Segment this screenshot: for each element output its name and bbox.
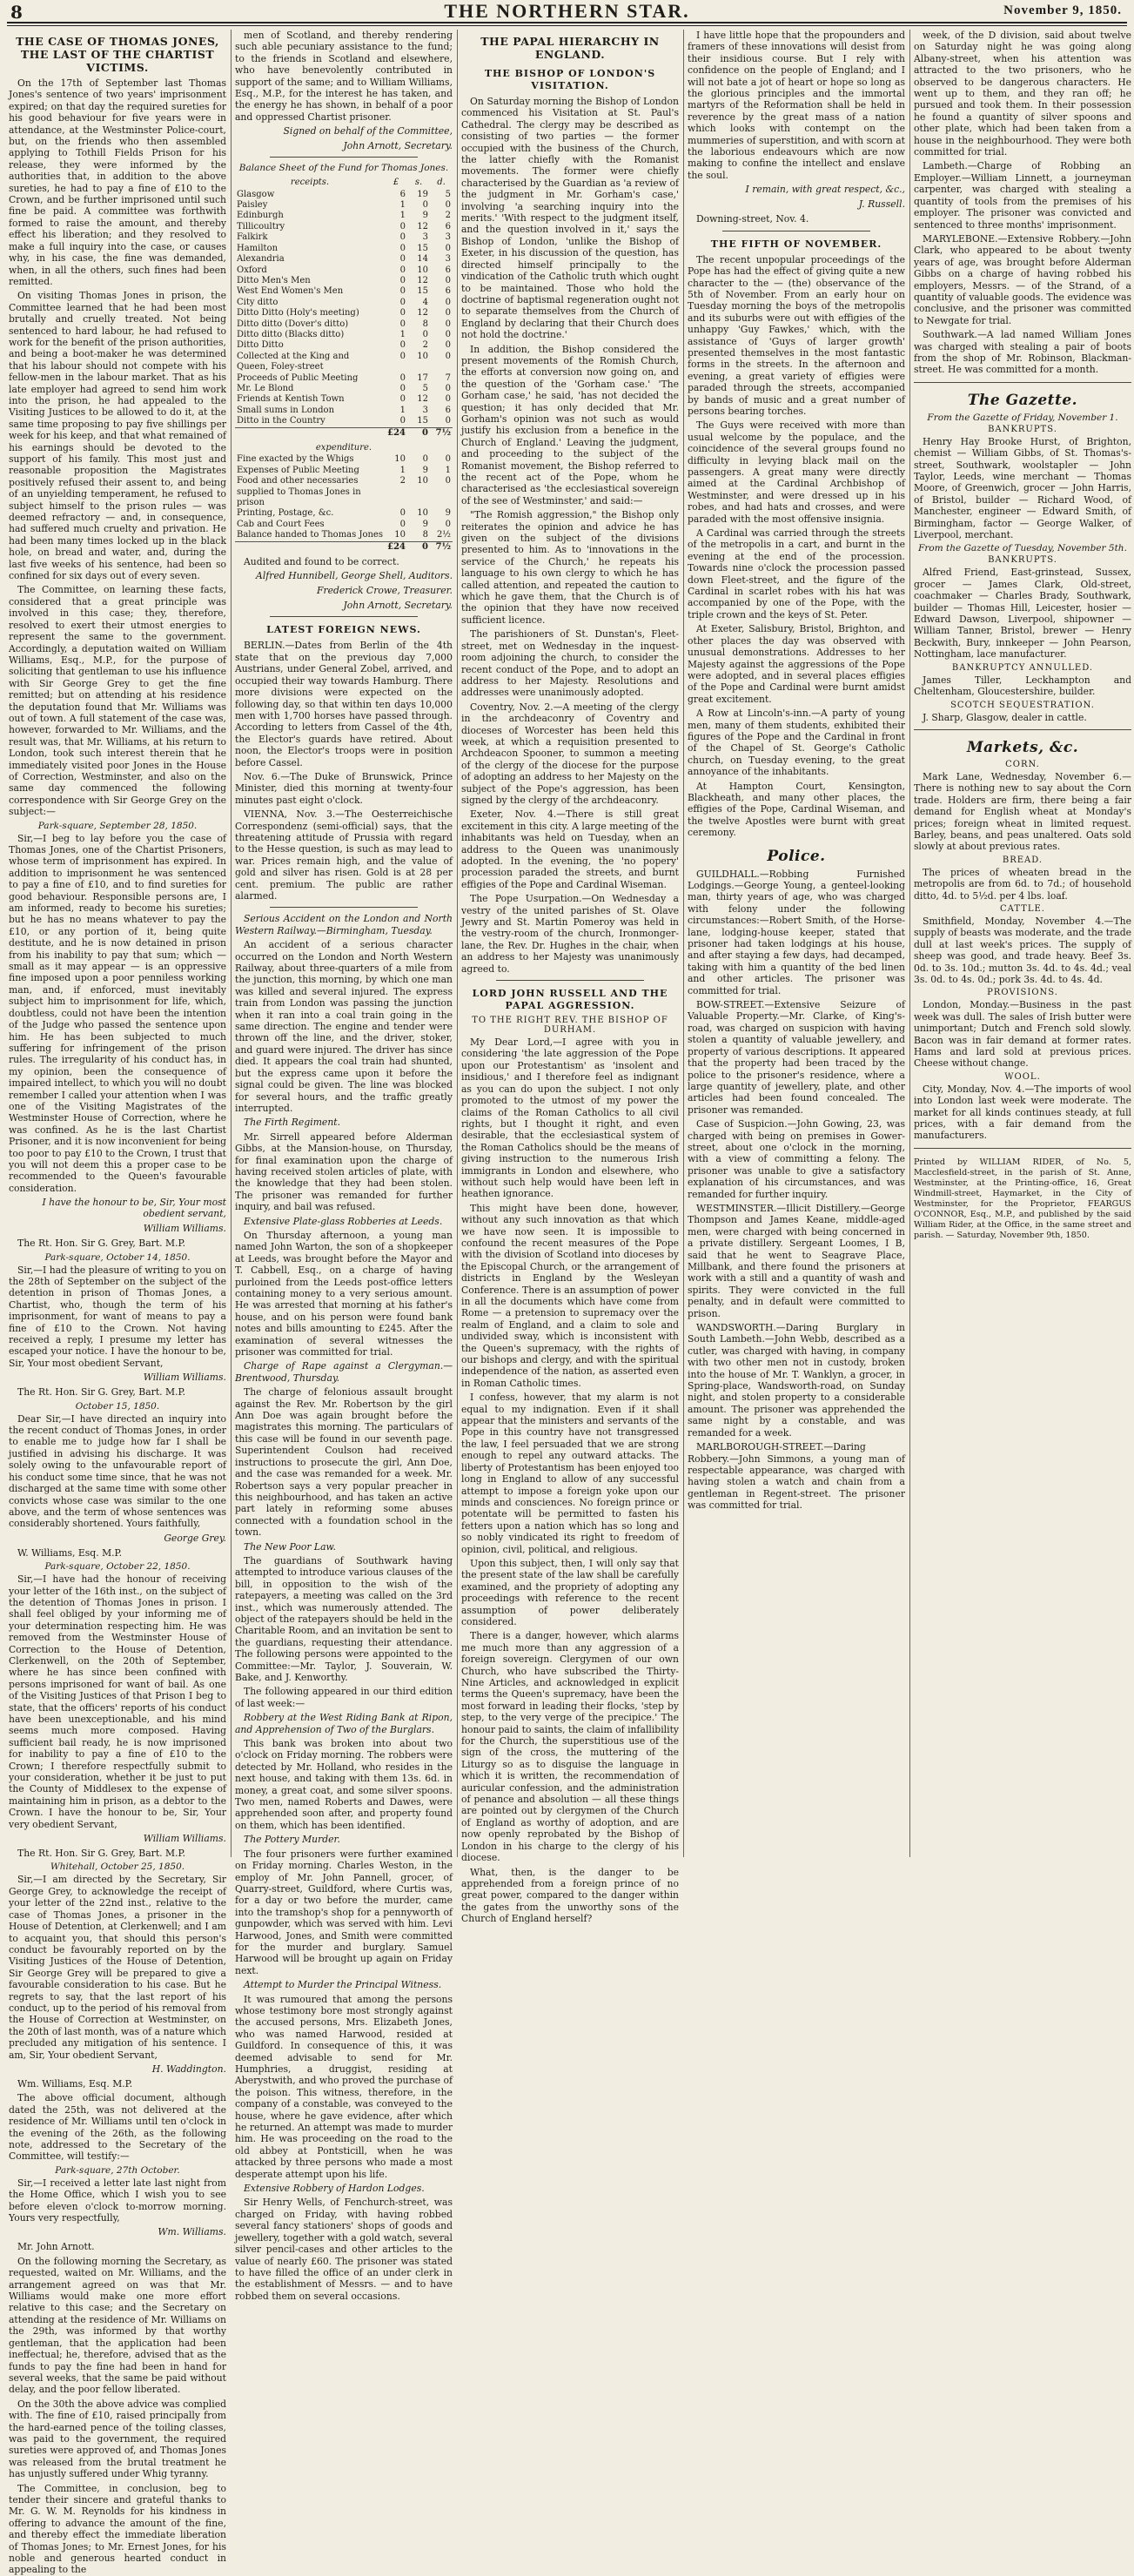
market-heading: PROVISIONS. bbox=[987, 988, 1058, 998]
ledger-pounds: 1 bbox=[399, 329, 406, 339]
ledger-row bbox=[235, 340, 453, 351]
ledger-pence: 0 bbox=[445, 275, 451, 285]
letter-body: Sir,—I beg to lay before you the case of Thomas Jones, one of the Chartist Prisoners, whose term of imprisonment has expired. In addition to imprisonment he was sentenced to pay a fine of £10, and to find sureties for good behaviour. Responsible persons are, I am informed, ready to become his sureties; but he has no means whatever to pay the £10, or any portion of it, being quite destitute, and he is now detained in prison from his inability to pay that sum; which — small as it may appear — is an oppressive fine imposed upon a poor penniless working man, and, if enforced, must inevitably subject him to imprisonment for life, which, doubtless, could not have been the intention of the Judge who passed the sentence upon him. He has been subjected to much suffering for infringement of the prison rules. The irregularity of his conduct has, in my opinion, been the consequence of impaired intellect, to which you will no doubt remember I called your attention when I was one of the Visiting Magistrates of the Westminster House of Correction, where he was confined. As he is the last Chartist Prisoner, and it is now inconvenient for being too poor to pay £10 to the Crown, I trust that you will not deem this a proper case to be recommended to the Queen's favourable consideration. bbox=[9, 832, 226, 1194]
ledger-item: Alexandria bbox=[237, 254, 285, 265]
ledger-pounds: 1 bbox=[399, 405, 406, 415]
secretary: John Arnott, Secretary. bbox=[343, 600, 453, 612]
total-pence: 7½ bbox=[430, 427, 453, 439]
ledger-item: Expenses of Public Meeting bbox=[237, 465, 359, 475]
paragraph: men of Scotland, and thereby rendering such able pecuniary assistance to the fund; to the friends in Scotland and elsewhere, who have benevolently contributed in support of the same; and to William Williams, Esq., M.P., for the interest he has taken, and the energy he has shown, in behalf of a poor and oppressed Chartist prisoner. bbox=[235, 30, 453, 123]
ledger-pounds: 0 bbox=[399, 416, 406, 426]
ledger-shillings: 0 bbox=[422, 200, 428, 211]
expenditure-total-row bbox=[235, 541, 453, 553]
ledger-item: Paisley bbox=[237, 200, 268, 211]
paragraph: The above official document, although dated the 25th, was not delivered at the residence of Mr. Williams until ten o'clock in the evening of the 26th, as the following note, addressed to the Secretary of the Committee, will testify:— bbox=[9, 2092, 226, 2163]
item-heading: The Pottery Murder. bbox=[244, 1834, 340, 1846]
ledger-pounds: 0 bbox=[399, 297, 406, 307]
ledger-item: Ditto Ditto bbox=[237, 340, 284, 351]
paragraph: On Saturday morning the Bishop of London commenced his Visitation at St. Paul's Cathedral. The clergy may be described as consisting of two parties — the former occupied with the business of the Church, the latter chiefly with the Romanist movements. The former were chiefly characterised by the Guardian as 'a review of the judgment in Mr. Gorham's case,' involving 'a searching inquiry into the merits.' 'With respect to the judgment itself, and the question involved in it,' says the Bishop of London, 'unlike the Bishop of Exeter, in his discussion of the question, has directed himself principally to the vindication of the Catholic truth which ought to be maintained. Those who hold the doctrine of baptismal regeneration ought not to separate themselves from the Church of England by declaring that their Church does not hold the doctrine.' bbox=[461, 96, 679, 341]
letter-body: Sir,—I am directed by the Secretary, Sir George Grey, to acknowledge the receipt of your letter of the 22nd inst., relative to the case of Thomas Jones, a prisoner in the House of Detention, at Clerkenwell; and I am to acquaint you, that should this person's conduct be favourably reported on by the Visiting Justices of the House of Detention, Sir George Grey will be prepared to give a favourable consideration to his case. But he regrets to say, that the last report of his conduct, up to the period of his removal from the House of Correction at Westminster, on the 20th of last month, was of a nature which precluded any mitigation of his sentence. I am, Sir, Your obedient Servant, bbox=[9, 1874, 226, 2061]
ledger-shillings: 5 bbox=[422, 383, 428, 393]
letter-dateline: Park-square, October 14, 1850. bbox=[44, 1251, 191, 1263]
letter-signature: Wm. Williams. bbox=[158, 2226, 226, 2238]
ledger-item: Food and other necessaries supplied to Thomas Jones in prison bbox=[237, 476, 361, 508]
paragraph: This might have been done, however, without any such innovation as that which we have now seen. It is impossible to confound the recent measures of the Pope with the division of Scotland into dioceses by the Episcopal Church, or the arrangement of districts in England by the Wesleyan Conference. There is an assumption of power in all the documents which have come from Rome — a pretension to supremacy over the realm of England, and a claim to sole and undivided sway, which is inconsistent with the Queen's supremacy, with the rights of our bishops and clergy, and with the spiritual independence of the nation, as asserted even in Roman Catholic times. bbox=[461, 1202, 679, 1389]
item-heading: Charge of Rape against a Clergyman.—Brentwood, Thursday. bbox=[235, 1360, 453, 1384]
ledger-row bbox=[235, 454, 453, 465]
paragraph: My Dear Lord,—I agree with you in considering 'the late aggression of the Pope upon our Protestantism' as 'insolent and insidious,' and I therefore feel as indignant as you can do upon the subject. I not only promoted to the utmost of my power the claims of the Roman Catholics to all civil rights, but I thought it right, and even desirable, that the ecclesiastical system of the Roman Catholics should be the means of giving instruction to the numerous Irish immigrants in London and elsewhere, who without such help would have been left in heathen ignorance. bbox=[461, 1036, 679, 1200]
ledger-item: Falkirk bbox=[237, 232, 268, 243]
paragraph: J. Sharp, Glasgow, dealer in cattle. bbox=[923, 711, 1087, 723]
ledger-pounds: 1 bbox=[399, 465, 406, 475]
bankrupts-heading: BANKRUPTS. bbox=[988, 555, 1057, 566]
ledger-pence: 0 bbox=[445, 351, 451, 361]
paragraph: Upon this subject, then, I will only say that the present state of the law shall be carefully examined, and the propriety of adopting any proceedings with reference to the recent assumption of power deliberately considered. bbox=[461, 1557, 679, 1627]
paragraph: WANDSWORTH.—Daring Burglary in South Lambeth.—John Webb, described as a cutler, was charged with having, in company with two other men not in custody, broken into the house of Mr. T. Wanklyn, a grocer, in Spring-place, Wandsworth-road, on Sunday night, and stolen property to a considerable amount. The prisoner was apprehended the same night by a constable, and was remanded for a week. bbox=[688, 1322, 905, 1439]
total-pounds: £24 bbox=[385, 541, 407, 553]
ledger-item: Ditto ditto (Blacks ditto) bbox=[237, 329, 345, 339]
ledger-row bbox=[235, 200, 453, 211]
ledger-pounds: 0 bbox=[399, 372, 406, 383]
ledger-item: Tillicoultry bbox=[237, 221, 285, 231]
ledger-row bbox=[235, 373, 453, 384]
letter-dateline: October 15, 1850. bbox=[75, 1400, 160, 1412]
ledger-row bbox=[235, 232, 453, 243]
ledger-pence: 0 bbox=[445, 297, 451, 307]
paragraph: week, of the D division, said about twelve on Saturday night he was going along Albany-street, when his attention was attracted to the two prisoners, who he observed to be dangerous characters. He went up to them, and they ran off; he pursued and took them. In their possession he found a quantity of silver spoons and other plate, which had been taken from a house in the neighbourhood. They were both committed for trial. bbox=[914, 30, 1131, 158]
article-heading: THE PAPAL HIERARCHY IN ENGLAND. bbox=[480, 35, 660, 61]
ledger-pence: 0 bbox=[445, 476, 451, 486]
paragraph: On visiting Thomas Jones in prison, the Committee learned that he had been most brutally and cruelly treated. Not being sentenced to hard labour, he had refused to work for the benefit of the prison authorities, and being a boot-maker he was determined that his labour should not compete with his fellow-men in the labour market. That as his late employer had agreed to send him work into the prison, he had appealed to the Visiting Justices to be allowed to do it, at the same time proposing to pay five shillings per week for his keep, and that what remained of his earnings should be devoted to the support of his family. This most just and reasonable proposition the Magistrates positively refused their assent to, and being of an unyielding temperament, he refused to subject himself to the prison rules — was deemed refractory — and, in consequence, had suffered much cruelty and privation. He had been many times locked up in the black hole, on bread and water, and, during the last five weeks of his sentence, had been so confined for six days out of every seven. bbox=[9, 290, 226, 582]
market-heading: WOOL. bbox=[1004, 1071, 1041, 1082]
ledger-row bbox=[235, 394, 453, 405]
total-pence: 7½ bbox=[430, 541, 453, 553]
ledger-shillings: 3 bbox=[422, 405, 428, 415]
letter-addressee: Wm. Williams, Esq. M.P. bbox=[17, 2077, 133, 2090]
letter-signature: William Williams. bbox=[143, 1372, 226, 1384]
ledger-pence: 0 bbox=[445, 454, 451, 465]
ledger-pence: 9 bbox=[445, 508, 451, 519]
paragraph: This bank was broken into about two o'clock on Friday morning. The robbers were detected by Mr. Holland, who resides in the next house, and taking with them 13s. 6d. in money, a great coat, and some silver spoons. Two men, named Roberts and Dawes, were apprehended soon after, and property found on them, which has been identified. bbox=[235, 1738, 453, 1831]
ledger-pence: 6 bbox=[445, 265, 451, 275]
letter-dateline: Whitehall, October 25, 1850. bbox=[50, 1862, 185, 1873]
separator bbox=[914, 382, 1131, 383]
printer-imprint: Printed by WILLIAM RIDER, of No. 5, Macclesfield-street, in the parish of St. Anne, Westminster, at the Printing-office, 16, Great Windmill-street, Haymarket, in the City of Westminster, for the Proprietor, FEARGUS O'CONNOR, Esq., M.P., and published by the said William Rider, at the Office, in the same street and parish. — Saturday, November 9th, 1850. bbox=[914, 1157, 1131, 1240]
column-divider bbox=[683, 30, 684, 1857]
ledger-row bbox=[235, 211, 453, 221]
column-4 bbox=[688, 30, 905, 1857]
paragraph: Southwark.—A lad named William Jones was charged with stealing a pair of boots from the shop of Mr. Robinson, Blackman-street. He was committed for a month. bbox=[914, 329, 1131, 376]
letter-body: Sir,—I received a letter late last night from the Home Office, which I wish you to see before eleven o'clock to-morrow morning. Yours very respectfully, bbox=[9, 2177, 226, 2224]
newspaper-title: THE NORTHERN STAR. bbox=[444, 0, 690, 22]
paragraph: "The Romish aggression," the Bishop only reiterates the opinion and advice he has given on the subject of the divisions presented to him. As to 'innovations in the service of the Church,' he repeats his language to his own clergy to which he has called attention, and repeated the caution to which he gave them, that the Church is of the opinion that they have now received sufficient licence. bbox=[461, 509, 679, 626]
ledger-shillings: 0 bbox=[422, 329, 428, 339]
ledger-row bbox=[235, 190, 453, 200]
ledger-item: Friends at Kentish Town bbox=[237, 394, 345, 405]
ledger-shillings: 15 bbox=[417, 286, 428, 297]
ledger-pounds: 0 bbox=[399, 394, 406, 405]
separator bbox=[914, 1148, 1131, 1149]
ledger-row bbox=[235, 352, 453, 373]
ledger-row bbox=[235, 406, 453, 416]
letter-dateline: Park-square, 27th October. bbox=[55, 2164, 180, 2176]
ledger-pence: 6 bbox=[445, 405, 451, 415]
ledger-row bbox=[235, 530, 453, 541]
ledger-shillings: 12 bbox=[417, 275, 428, 285]
ledger-shillings: 12 bbox=[417, 308, 428, 319]
paragraph: MARYLEBONE.—Extensive Robbery.—John Clark, who appeared to be about twenty years of age, was brought before Alderman Gibbs on a charge of having robbed his employers, Messrs. — of the Strand, of a quantity of valuable goods. The evidence was conclusive, and the prisoner was committed to Newgate for trial. bbox=[914, 232, 1131, 326]
ledger-pounds: 0 bbox=[399, 243, 406, 253]
section-heading: THE FIFTH OF NOVEMBER. bbox=[710, 238, 882, 250]
paragraph: The guardians of Southwark having attempted to introduce various clauses of the bill, in opposition to the wish of the ratepayers, a meeting was called on the 3rd inst., which was numerously attended. The object of the ratepayers should be held in the Charitable Room, and an invitation be sent to the guardians, requesting their attendance. The following persons were appointed to the Committee:—Mr. Taylor, J. Souverain, W. Bake, and J. Kenworthy. bbox=[235, 1554, 453, 1683]
separator bbox=[914, 729, 1131, 730]
separator bbox=[496, 980, 644, 981]
expenditure-table bbox=[235, 442, 453, 553]
letter-close: I have the honour to be, Sir, Your most obedient servant, bbox=[42, 1197, 226, 1220]
ledger-shillings: 17 bbox=[417, 372, 428, 383]
separator bbox=[270, 157, 418, 158]
ledger-pounds: 0 bbox=[399, 319, 406, 329]
ledger-row bbox=[235, 476, 453, 508]
column-2 bbox=[235, 30, 453, 2302]
ledger-row bbox=[235, 286, 453, 297]
ledger-pence: 0 bbox=[445, 243, 451, 253]
ledger-pounds: 0 bbox=[399, 275, 406, 285]
ledger-pence: 0 bbox=[445, 394, 451, 405]
item-heading: Robbery at the West Riding Bank at Ripon, and Apprehension of Two of the Burglars. bbox=[235, 1712, 453, 1735]
ledger-pence: 6 bbox=[445, 221, 451, 231]
ledger-item: Edinburgh bbox=[237, 211, 284, 221]
police-heading: Police. bbox=[767, 847, 826, 865]
ledger-row bbox=[235, 265, 453, 276]
ledger-pence: 5 bbox=[445, 189, 451, 199]
paragraph: Case of Suspicion.—John Gowing, 23, was charged with being on premises in Gower-street, about one o'clock in the morning, with a view of committing a felony. The prisoner was unable to give a satisfactory explanation of his circumstances, and was remanded for further inquiry. bbox=[688, 1118, 905, 1200]
balance-sheet-title: Balance Sheet of the Fund for Thomas Jones. bbox=[238, 163, 449, 174]
item-heading: The New Poor Law. bbox=[244, 1540, 336, 1553]
letter-dateline: Downing-street, Nov. 4. bbox=[696, 213, 809, 225]
ledger-row bbox=[235, 330, 453, 340]
paragraph: I confess, however, that my alarm is not equal to my indignation. Even if it shall appear that the ministers and servants of the Pope in this country have not transgressed the law, I feel persuaded that we are strong enough to repel any outward attacks. The liberty of Protestantism has been enjoyed too long in England to allow of any successful attempt to impose a foreign yoke upon our minds and consciences. No foreign prince or potentate will be permitted to fasten his fetters upon a nation which has so long and so nobly vindicated its right to freedom of opinion, civil, political, and religious. bbox=[461, 1392, 679, 1555]
ledger-shillings: 8 bbox=[422, 530, 428, 540]
item-heading: The Firth Regiment. bbox=[244, 1117, 341, 1129]
ledger-shillings: 10 bbox=[417, 508, 428, 519]
paragraph: GUILDHALL.—Robbing Furnished Lodgings.—George Young, a genteel-looking man, thirty years of age, who was charged with felony under the following circumstances:—Robert Smith, of the Horse-lane, lodging-house keeper, stated that prisoner had taken lodgings at his house, and after staying a few days, had decamped, taking with him a quantity of the bed linen and other articles. The prisoner was committed for trial. bbox=[688, 868, 905, 996]
paragraph: Exeter, Nov. 4.—There is still great excitement in this city. A large meeting of the inhabitants was held on Tuesday, when an address to the Queen was unanimously adopted. In the evening, the 'no popery' procession paraded the streets, and burnt effigies of the Pope and Cardinal Wiseman. bbox=[461, 808, 679, 890]
paragraph: James Tiller, Leckhampton and Cheltenham, Gloucestershire, builder. bbox=[914, 674, 1131, 698]
letter-body: Sir,—I have had the honour of receiving your letter of the 16th inst., on the subject of the detention of Thomas Jones in prison. I shall feel obliged by your informing me of your determination respecting him. He was removed from the Westminster House of Correction to the House of Detention, Clerkenwell, on the 20th of September, where he has since been confined with persons imprisoned for want of bail. As one of the Visiting Justices of that Prison I beg to state, that the officers' reports of his conduct have been unexceptionable, and his mind seems much more composed. Having sufficient bail ready, he is now imprisoned for inability to pay a fine of £10 to the Crown; I therefore respectfully submit to your consideration, whether it be just to put the County of Middlesex to the expense of maintaining him in prison, as a debtor to the Crown. I have the honour to be, Sir, Your very obedient Servant, bbox=[9, 1573, 226, 1830]
ledger-pence: 7 bbox=[445, 372, 451, 383]
scotch-sequestration-heading: SCOTCH SEQUESTRATION. bbox=[950, 700, 1095, 710]
ledger-item: Small sums in London bbox=[237, 405, 335, 415]
paragraph: BOW-STREET.—Extensive Seizure of Valuable Property.—Mr. Clarke, of King's-road, was charged on suspicion with having stolen a quantity of valuable jewellery, and property of various descriptions. It appeared that the property had been traced by the police to the prisoner's residence, where a large quantity of jewellery, plate, and other articles had been found concealed. The prisoner was remanded. bbox=[688, 999, 905, 1116]
ledger-shillings: 9 bbox=[422, 519, 428, 529]
paragraph: The recent unpopular proceedings of the Pope has had the effect of giving quite a new character to the — (the) observance of the 5th of November. From an early hour on Tuesday morning the boys of the metropolis and its suburbs were out with effigies of the unhappy 'Guy Fawkes,' which, with the assistance of 'Guys of larger growth' presented themselves in the most fantastic forms in the streets. In the afternoon and evening, a great variety of effigies were paraded through the streets, accompanied by bands of music and a great number of persons bearing torches. bbox=[688, 253, 905, 417]
ledger-pence: 6 bbox=[445, 286, 451, 297]
paragraph: The four prisoners were further examined on Friday morning. Charles Weston, in the employ of Mr. John Pannell, grocer, of Quarry-street, Guildford, where Curtis was, for a day or two before the murder, came into the tramshop's shop for a pennyworth of gunpowder, which was served with him. Levi Harwood, Jones, and Smith were committed for the murder and burglary. Samuel Harwood will be brought up again on Friday next. bbox=[235, 1848, 453, 1976]
ledger-row bbox=[235, 384, 453, 394]
ledger-pounds: 0 bbox=[399, 232, 406, 243]
gazette-heading: The Gazette. bbox=[967, 391, 1078, 409]
ledger-pounds: 10 bbox=[394, 530, 406, 540]
paragraph: On the following morning the Secretary, as requested, waited on Mr. Williams, and the arrangement agreed on was that Mr. Williams would make one more effort relative to this case; and the Secretary on attending at the residence of Mr. Williams on the 29th, was informed by that worthy gentleman, that the application had been ineffectual; he, therefore, advised that as the funds to pay the fine had been in hand for several weeks, that the same be paid without delay, and the poor fellow liberated. bbox=[9, 2255, 226, 2396]
letter-close: I remain, with great respect, &c., bbox=[745, 184, 905, 196]
section-heading: LATEST FOREIGN NEWS. bbox=[266, 624, 421, 636]
ledger-item: Ditto Men's Men bbox=[237, 275, 311, 285]
paragraph: There is a danger, however, which alarms me much more than any aggression of a foreign sovereign. Clergymen of our own Church, who have subscribed the Thirty-Nine Articles, and acknowledged in explicit terms the Queen's supremacy, have been the most forward in leading their flocks, 'step by step, to the very verge of the precipice.' The honour paid to saints, the claim of infallibility for the Church, the superstitious use of the sign of the cross, the muttering of the Liturgy so as to disguise the language in which it is written, the recommendation of auricular confession, and the administration of penance and absolution — all these things are pointed out by clergymen of the Church of England as worthy of adoption, and are now openly reprobated by the Bishop of London in his charge to the clergy of his diocese. bbox=[461, 1630, 680, 1864]
letter-signature: H. Waddington. bbox=[151, 2063, 226, 2075]
paragraph: What, then, is the danger to be apprehended from a foreign prince of no great power, compared to the danger within the gates from the unworthy sons of the Church of England herself? bbox=[461, 1866, 679, 1925]
ledger-item: Printing, Postage, &c. bbox=[237, 508, 334, 519]
ledger-shillings: 2 bbox=[422, 340, 428, 351]
paragraph: The Pope Usurpation.—On Wednesday a vestry of the united parishes of St. Olave Jewry and St. Martin Pomeroy was held in the vestry-room of the church, Ironmonger-lane, the Rev. Dr. Hughes in the chair, when an address to her Majesty was unanimously agreed to. bbox=[461, 893, 679, 975]
ledger-item: City ditto bbox=[237, 297, 278, 307]
ledger-row bbox=[235, 276, 453, 286]
treasurer: Frederick Crowe, Treasurer. bbox=[316, 585, 453, 597]
ledger-pounds: 0 bbox=[399, 351, 406, 361]
ledger-pounds: 0 bbox=[399, 340, 406, 351]
signed-name: John Arnott, Secretary. bbox=[343, 140, 453, 152]
ledger-shillings: 10 bbox=[417, 476, 428, 486]
ledger-pence: 0 bbox=[445, 519, 451, 529]
masthead bbox=[0, 0, 1134, 23]
masthead-rule bbox=[7, 22, 1127, 23]
ledger-pounds: 0 bbox=[399, 308, 406, 319]
paragraph: At Hampton Court, Kensington, Blackheath, and many other places, the effigies of the Pope, Cardinal Wiseman, and the twelve Apostles were burnt with great ceremony. bbox=[688, 780, 905, 839]
ledger-row bbox=[235, 466, 453, 476]
ledger-pounds: 2 bbox=[399, 476, 406, 486]
auditors: Alfred Hunnibell, George Shell, Auditors. bbox=[256, 570, 453, 582]
paragraph: I have little hope that the propounders and framers of these innovations will desist from their insidious course. But I rely with confidence on the people of England; and I will not bate a jot of heart or hope so long as the glorious principles and the immortal martyrs of the Reformation shall be held in reverence by the great mass of a nation which looks with contempt on the mummeries of superstition, and with scorn at the laborious endeavours which are now making to confine the intellect and enslave the soul. bbox=[688, 30, 905, 181]
ledger-shillings: 12 bbox=[417, 221, 428, 231]
item-heading: Attempt to Murder the Principal Witness. bbox=[244, 1979, 442, 1991]
letter-signature: William Williams. bbox=[143, 1833, 226, 1845]
ledger-shillings: 10 bbox=[417, 351, 428, 361]
market-heading: BREAD. bbox=[1002, 855, 1043, 865]
ledger-shillings: 15 bbox=[417, 243, 428, 253]
paragraph: On the 17th of September last Thomas Jones's sentence of two years' imprisonment expired; on that day the required sureties for his good behaviour for five years were in attendance, at the Westminster Police-court, but, on the friends who then assembled applying to Tothill Fields Prison for his release, they were informed by the authorities that, in addition to the above sureties, he had to pay a fine of £10 to the Crown, and be further imprisoned until such fine be paid. A committee was forthwith formed to raise the amount, and thereby effect his liberation; and they resolved to make a full inquiry into the case, or causes why, in his case, the fine was demanded, when, in all the others, such fines had been remitted. bbox=[9, 77, 226, 287]
item-heading: Serious Accident on the London and North Western Railway.—Birmingham, Tuesday. bbox=[235, 913, 453, 936]
ledger-pounds: 10 bbox=[394, 454, 406, 465]
paragraph: The charge of felonious assault brought against the Rev. Mr. Robertson by the girl Ann Doe was again brought before the magistrates this morning. The particulars of this case will be found in our seventh page. Superintendent Coulson had received instructions to prosecute the girl, Ann Doe, and the case was remanded for a week. Mr. Robertson says a very popular preacher in this neighbourhood, and has taken an active part lately in reforming some abuses connected with a foundation school in the town. bbox=[235, 1386, 453, 1539]
paragraph: In addition, the Bishop considered the present movements of the Romish Church, the efforts at conversion now going on, and the question of the 'Gorham case.' 'The Gorham case,' he said, 'has not decided the question; it has only decided that Mr. Gorham's opinion was not such as would justify his exclusion from a benefice in the Church of England.' Leaving the judgment, and proceeding to the subject of the Romanist movement, the Bishop referred to the recent act of the Pope, whom he characterised as 'the ecclesiastical sovereign of the see of Westminster,' and said:— bbox=[461, 343, 679, 506]
receipts-total-row bbox=[235, 427, 453, 439]
paragraph: Mr. Sirrell appeared before Alderman Gibbs, at the Mansion-house, on Thursday, for final examination upon the charge of having received stolen articles of plate, with the knowledge that they had been stolen. The prisoner was remanded for further inquiry, and bail was refused. bbox=[235, 1130, 453, 1213]
paragraph: On Thursday afternoon, a young man named John Warton, the son of a shopkeeper at Leeds, was brought before the Mayor and T. Cabbell, Esq., on a charge of having purloined from the Leeds post-office letters containing money to a very serious amount. He was arrested that morning at his father's house, and on his person were found bank notes and bills amounting to £245. After the examination of several witnesses the prisoner was committed for trial. bbox=[235, 1229, 453, 1358]
ledger-item: Balance handed to Thomas Jones bbox=[237, 530, 383, 540]
column-divider bbox=[457, 30, 458, 1857]
sub-heading: THE BISHOP OF LONDON'S VISITATION. bbox=[484, 68, 656, 91]
separator bbox=[270, 907, 418, 908]
ledger-pence: 1 bbox=[445, 465, 451, 475]
ledger-pounds: 0 bbox=[399, 221, 406, 231]
ledger-pence: 3 bbox=[445, 254, 451, 265]
ledger-shillings: 4 bbox=[422, 297, 428, 307]
paragraph: Coventry, Nov. 2.—A meeting of the clergy in the archdeaconry of Coventry and dioceses of Worcester has been held this week, at which a requisition presented to Archdeacon Spooner, to summon a meeting of the clergy of the diocese for the purpose of adopting an address to her Majesty on the subject of the Pope's aggression, has been signed by the clergy of the archdeaconry. bbox=[461, 701, 679, 806]
ledger-pence: 0 bbox=[445, 329, 451, 339]
column-divider bbox=[909, 30, 910, 1857]
letter-addressee: Mr. John Arnott. bbox=[17, 2241, 95, 2253]
paragraph: City, Monday, Nov. 4.—The imports of wool into London last week were moderate. The market for all kinds continues steady, at full prices, with a fair demand from the manufacturers. bbox=[914, 1083, 1131, 1142]
ledger-pounds: 0 bbox=[399, 519, 406, 529]
letter-signature: William Williams. bbox=[143, 1223, 226, 1235]
gazette-date: From the Gazette of Friday, November 1. bbox=[927, 412, 1118, 423]
ledger-pounds: 0 bbox=[399, 508, 406, 519]
ledger-shillings: 15 bbox=[417, 416, 428, 426]
column-5 bbox=[914, 30, 1131, 1857]
letter-body: Sir,—I had the pleasure of writing to you on the 28th of September on the subject of the detention in prison of Thomas Jones, a Chartist, who, though the term of his imprisonment, for want of means to pay a fine of £10 to the Crown. Not having received a reply, I presume my letter has escaped your notice. I have the honour to be, Sir, Your most obedient Servant, bbox=[9, 1264, 226, 1369]
paragraph: The parishioners of St. Dunstan's, Fleet-street, met on Wednesday in the inquest-room adjoining the church, to consider the recent conduct of the Pope, and to adopt an address to her Majesty. Resolutions and addresses were unanimously adopted. bbox=[461, 628, 679, 699]
col-pounds: £ bbox=[393, 178, 399, 188]
receipts-table bbox=[235, 177, 453, 439]
ledger-item: Mr. Le Blond bbox=[237, 383, 294, 393]
paragraph: Nov. 6.—The Duke of Brunswick, Prince Minister, died this morning at twenty-four minutes past eight o'clock. bbox=[235, 770, 453, 806]
ledger-shillings: 19 bbox=[417, 189, 428, 199]
ledger-pence: 0 bbox=[445, 308, 451, 319]
ledger-pence: 3 bbox=[445, 232, 451, 243]
page-number: 8 bbox=[10, 2, 23, 23]
ledger-item: Ditto ditto (Dover's ditto) bbox=[237, 319, 349, 329]
letter-addressee: The Rt. Hon. Sir G. Grey, Bart. M.P. bbox=[17, 1386, 186, 1399]
paragraph: The prices of wheaten bread in the metropolis are from 6d. to 7d.; of household ditto, 4d. to 5½d. per 4 lbs. loaf. bbox=[914, 866, 1131, 902]
letter-dateline: Park-square, October 22, 1850. bbox=[44, 1561, 191, 1573]
paragraph: The following appeared in our third edition of last week:— bbox=[235, 1686, 453, 1709]
ledger-pence: 0 bbox=[445, 383, 451, 393]
ledger-pounds: 0 bbox=[399, 265, 406, 275]
ledger-row bbox=[235, 319, 453, 330]
ledger-pence: 0 bbox=[445, 416, 451, 426]
ledger-pounds: 0 bbox=[399, 254, 406, 265]
paragraph: Smithfield, Monday, November 4.—The supply of beasts was moderate, and the trade dull at last week's prices. The supply of sheep was good, and trade heavy. Beef 3s. 0d. to 3s. 10d.; mutton 3s. 4d. to 4s. 4d.; veal 3s. 0d. to 4s. 0d.; pork 3s. 4d. to 4s. 4d. bbox=[914, 915, 1131, 985]
paragraph: The Guys were received with more than usual welcome by the populace, and the coincidence of the several groups found no difficulty in levying black mail on the passengers. A great many were directly aimed at the Cardinal Archbishop of Westminster, and were dressed up in his robes, and had hats and crosses, and were paraded with the most offensive insignia. bbox=[688, 419, 905, 525]
paragraph: On the 30th the above advice was complied with. The fine of £10, raised principally from the hard-earned pence of the toiling classes, was paid to the government, the required sureties were approved of, and Thomas Jones was released from the brutal treatment he has unjustly suffered under Whig tyranny. bbox=[9, 2398, 226, 2480]
bankrupts-heading: BANKRUPTS. bbox=[988, 424, 1057, 434]
ledger-pounds: 1 bbox=[399, 211, 406, 221]
ledger-item: Fine exacted by the Whigs bbox=[237, 454, 354, 465]
market-heading: CATTLE. bbox=[1000, 903, 1045, 914]
total-shillings: 0 bbox=[407, 427, 430, 439]
ledger-item: Cab and Court Fees bbox=[237, 519, 325, 529]
ledger-row bbox=[235, 520, 453, 530]
market-heading: CORN. bbox=[1005, 759, 1040, 769]
ledger-shillings: 3 bbox=[422, 232, 428, 243]
ledger-pounds: 0 bbox=[399, 383, 406, 393]
paragraph: WESTMINSTER.—Illicit Distillery.—George Thompson and James Keane, middle-aged men, were charged with being concerned in a private distillery. Sergeant Loomes, I B, said that he went to Seagrave Place, Millbank, and there found the prisoners at work with a still and a quantity of wash and spirits. They were convicted in the full penalty, and in default were committed to prison. bbox=[688, 1202, 905, 1319]
letter-signature: George Grey. bbox=[164, 1532, 226, 1544]
ledger-pounds: 0 bbox=[399, 286, 406, 297]
paragraph: Mark Lane, Wednesday, November 6.—There is nothing new to say about the Corn trade. Holders are firm, there being a fair demand for English wheat at Monday's prices; foreign wheat in limited request. Barley, beans, and peas unaltered. Oats sold slowly at about previous rates. bbox=[914, 770, 1131, 853]
ledger-shillings: 9 bbox=[422, 465, 428, 475]
ledger-item: Ditto in the Country bbox=[237, 416, 325, 426]
gazette-date: From the Gazette of Tuesday, November 5th. bbox=[918, 543, 1127, 554]
total-pounds: £24 bbox=[385, 427, 407, 439]
ledger-item: Glasgow bbox=[237, 189, 275, 199]
ledger-shillings: 8 bbox=[422, 319, 428, 329]
ledger-row bbox=[235, 308, 453, 319]
ledger-pence: 2 bbox=[445, 211, 451, 221]
paragraph: Lambeth.—Charge of Robbing an Employer.—William Linnett, a journeyman carpenter, was charged with stealing a quantity of tools from the premises of his employer. The prisoner was convicted and sentenced to three months' imprisonment. bbox=[914, 160, 1131, 231]
paragraph: Sir Henry Wells, of Fenchurch-street, was charged on Friday, with having robbed several fancy stationers' shops of goods and jewellery, together with a gold watch, several silver pencil-cases and other articles to the value of nearly £60. The prisoner was stated to have filled the office of an under clerk in the establishment of Messrs. — and to have robbed them on several occasions. bbox=[235, 2197, 453, 2302]
sub-heading: LORD JOHN RUSSELL AND THE PAPAL AGGRESSION. bbox=[472, 988, 668, 1012]
paragraph: Alfred Friend, East-grinstead, Sussex, grocer — James Clark, Old-street, coachmaker — Charles Brady, Southwark, builder — Thomas Hill, Leicester, hosier — Edward Dawson, Liverpool, shipowner — William Tanner, Bristol, brewer — Henry Beckwith, Bury, innkeeper — John Pearson, Nottingham, lace manufacturer. bbox=[914, 567, 1131, 661]
paragraph: An accident of a serious character occurred on the London and North Western Railway, about three-quarters of a mile from the junction, this morning, by which one man was killed and several injured. The express train from London was passing the junction when it ran into a coal train going in the same direction. The engine and tender were thrown off the line, and the driver, stoker, and guard were injured. The driver has since died. It appears the coal train had shunted, but the express came upon it before the signal could be given. The line was blocked for several hours, and the traffic greatly interrupted. bbox=[235, 939, 453, 1114]
issue-date: November 9, 1850. bbox=[1003, 3, 1122, 17]
separator bbox=[270, 616, 418, 617]
ledger-pounds: 1 bbox=[399, 200, 406, 211]
ledger-shillings: 10 bbox=[417, 265, 428, 275]
ledger-row bbox=[235, 298, 453, 308]
paragraph: BERLIN.—Dates from Berlin of the 4th state that on the previous day 7,000 Austrians, under General Zobel, arrived, and occupied their way towards Hamburg. There more divisions were expected on the following day, so that within ten days 10,000 men with 1,700 horses have passed through. According to letters from Cassel of the 4th, the Elector's guards have retired. About noon, the Elector's troops were in position before Cassel. bbox=[235, 640, 453, 768]
paragraph: It was rumoured that among the persons whose testimony bore most strongly against the accused persons, Mrs. Elizabeth Jones, who was named Harwood, resided at Guildford. In consequence of this, it was deemed advisable to send for Mr. Humphries, a druggist, residing at Aberystwith, and who proved the purchase of the poison. This witness, therefore, in the company of a constable, was conveyed to the house, where he gave evidence, after which he returned. An attempt was made to murder him. He was proceeding on the road to the old abbey at Pontsticill, when he was attacked by three persons who made a most desperate attempt upon his life. bbox=[235, 1993, 453, 2180]
ledger-pence: 0 bbox=[445, 340, 451, 351]
ledger-shillings: 12 bbox=[417, 394, 428, 405]
article-heading: THE CASE OF THOMAS JONES, THE LAST OF THE CHARTIST VICTIMS. bbox=[16, 35, 219, 74]
paragraph: VIENNA, Nov. 3.—The Oesterreichische Correspondenz (semi-official) says, that the threatening attitude of Prussia with regard to the Hesse question, is such as may lead to war. Prices remain high, and the value of gold and silver has risen. Gold is at 28 per cent. premium. The public are rather alarmed. bbox=[235, 808, 453, 902]
ledger-row bbox=[235, 508, 453, 519]
ledger-pence: 0 bbox=[445, 319, 451, 329]
letter-addressee: The Rt. Hon. Sir G. Grey, Bart. M.P. bbox=[17, 1848, 186, 1860]
bankruptcy-annulled-heading: BANKRUPTCY ANNULLED. bbox=[951, 662, 1094, 673]
total-shillings: 0 bbox=[407, 541, 430, 553]
markets-heading: Markets, &c. bbox=[966, 738, 1079, 756]
receipts-rows bbox=[235, 190, 453, 427]
ledger-pence: 2½ bbox=[436, 530, 451, 540]
ledger-pounds: 6 bbox=[399, 189, 406, 199]
ledger-item: Collected at the King and Queen, Foley-street bbox=[237, 351, 350, 372]
ledger-item: Ditto Ditto (Holy's meeting) bbox=[237, 308, 359, 319]
signed-line: Signed on behalf of the Committee, bbox=[283, 125, 453, 138]
paragraph: The Committee, on learning these facts, considered that a great principle was involved in this case; they, therefore, resolved to exert their utmost energies to represent the same to the government. Accordingly, a deputation waited on William Williams, Esq., M.P., for the purpose of soliciting that gentleman to use his influence with Sir George Grey to get the fine remitted; but on attending at his residence the deputation found that Mr. Williams was out of town. A full statement of the case was, however, forwarded to Mr. Williams, and the result was, that Mr. Williams, at his return to London, took such interest therein that he immediately visited poor Jones in the House of Correction, Westminster, and also on the same day commenced the following correspondence with Sir George Grey on the subject:— bbox=[9, 584, 226, 818]
letter-dateline: Park-square, September 28, 1850. bbox=[37, 820, 198, 831]
ledger-item: Proceeds of Public Meeting bbox=[237, 372, 359, 383]
paragraph: A Cardinal was carried through the streets of the metropolis in a cart, and burnt in the evening at the end of the procession. Towards nine o'clock the procession passed down Fleet-street, and the figure of the Cardinal in scarlet robes with his hat was accompanied by one of the Pope, with the triple crown and the keys of St. Peter. bbox=[688, 527, 905, 621]
expenditure-label: expenditure. bbox=[315, 443, 372, 453]
audit-note: Audited and found to be correct. bbox=[244, 556, 399, 568]
paragraph: Henry Hay Brooke Hurst, of Brighton, chemist — William Gibbs, of St. Thomas's-street, Southwark, woolstapler — John Taylor, Leeds, wine merchant — Thomas Moore, of Greenwich, grocer — John Harris, of Bristol, builder — Richard Wood, of Manchester, engineer — Edward Smith, of Birmingham, factor — George Walker, of Liverpool, merchant. bbox=[914, 435, 1131, 541]
letter-addressee: W. Williams, Esq. M.P. bbox=[17, 1546, 123, 1559]
ledger-shillings: 14 bbox=[417, 254, 428, 265]
item-heading: Extensive Robbery of Hardon Lodges. bbox=[244, 2183, 425, 2195]
column-1 bbox=[9, 30, 226, 2576]
masthead-rule-thin bbox=[7, 25, 1127, 26]
ledger-item: West End Women's Men bbox=[237, 286, 344, 297]
letter-addressee: TO THE RIGHT REV. THE BISHOP OF DURHAM. bbox=[472, 1016, 668, 1036]
paragraph: London, Monday.—Business in the past week was dull. The sales of Irish butter were unimportant; Dutch and French sold slowly. Bacon was in fair demand at former rates. Hams and lard sold at previous prices. Cheese without change. bbox=[914, 999, 1131, 1070]
col-shillings: s. bbox=[414, 178, 423, 188]
ledger-shillings: 0 bbox=[422, 454, 428, 465]
letter-body: Dear Sir,—I have directed an inquiry into the recent conduct of Thomas Jones, in order to enable me to judge how far I shall be justified in advising his discharge. It was solely owing to the unfavourable report of his conduct some time since, that he was not discharged at the same time with some other convicts whose case was similar to the one above, and the term of whose sentences was considerably shortened. Yours faithfully, bbox=[9, 1412, 226, 1530]
column-3 bbox=[461, 30, 680, 1925]
col-pence: d. bbox=[437, 178, 446, 188]
ledger-item: Oxford bbox=[237, 265, 267, 275]
ledger-shillings: 9 bbox=[422, 211, 428, 221]
ledger-row bbox=[235, 254, 453, 265]
expenditure-rows bbox=[235, 454, 453, 541]
letter-addressee: The Rt. Hon. Sir G. Grey, Bart. M.P. bbox=[17, 1238, 186, 1250]
ledger-row bbox=[235, 416, 453, 427]
ledger-item: Hamilton bbox=[237, 243, 278, 253]
item-heading: Extensive Plate-glass Robberies at Leeds. bbox=[244, 1215, 443, 1227]
letter-signature: J. Russell. bbox=[858, 198, 905, 211]
paragraph: MARLBOROUGH-STREET.—Daring Robbery.—John Simmons, a young man of respectable appearance, was charged with having stolen a watch and chain from a gentleman in Regent-street. The prisoner was committed for trial. bbox=[688, 1441, 905, 1512]
ledger-row bbox=[235, 222, 453, 232]
ledger-row bbox=[235, 244, 453, 254]
paragraph: At Exeter, Salisbury, Bristol, Brighton, and other places the day was observed with unusual demonstrations. Addresses to her Majesty against the aggressions of the Pope were adopted, and in several places effigies of the Pope and Cardinal were burnt amidst great excitement. bbox=[688, 623, 905, 705]
receipts-label: receipts. bbox=[290, 178, 330, 188]
paragraph: A Row at Lincoln's-inn.—A party of young men, many of them students, exhibited their figures of the Pope and the Cardinal in front of the Chapel of St. George's Catholic church, on Tuesday evening, to the great annoyance of the inhabitants. bbox=[688, 708, 905, 778]
ledger-pence: 0 bbox=[445, 200, 451, 211]
paragraph: The Committee, in conclusion, beg to tender their sincere and grateful thanks to Mr. G. W. M. Reynolds for his kindness in offering to advance the amount of the fine, and thereby effect the immediate liberation of Thomas Jones; to Mr. Ernest Jones, for his noble and generous hearted conduct in appealing to the bbox=[9, 2482, 226, 2576]
